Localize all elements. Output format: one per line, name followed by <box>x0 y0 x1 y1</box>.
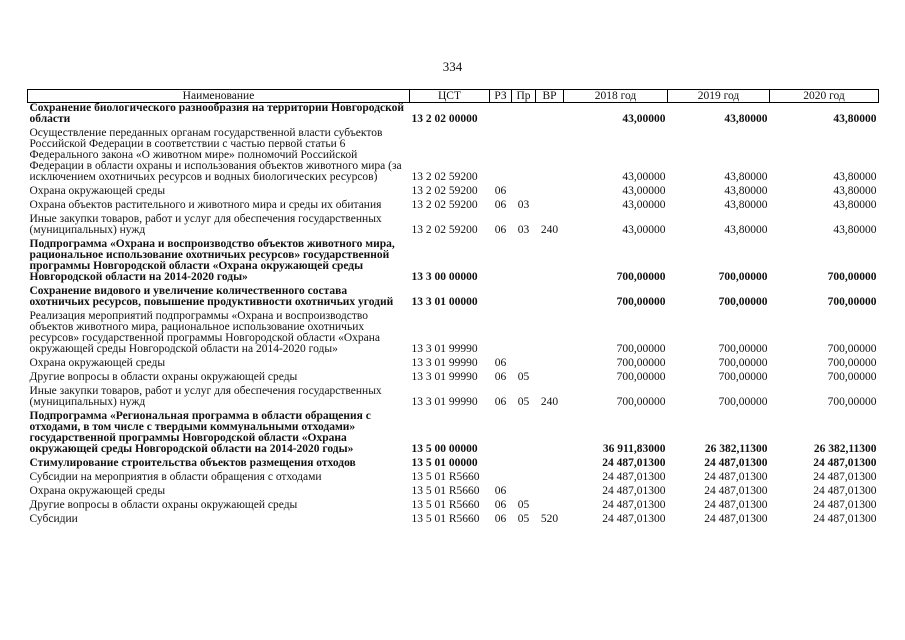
row-tsst: 13 2 02 59200 <box>411 185 478 197</box>
row-pr <box>512 236 536 283</box>
row-tsst: 13 5 01 R5660 <box>411 513 480 525</box>
row-tsst: 13 5 01 R5660 <box>411 471 480 483</box>
row-value-2018: 36 911,83000 <box>602 443 666 455</box>
row-rz: 06 <box>494 371 507 383</box>
row-pr <box>512 355 536 369</box>
row-value-2019: 43,80000 <box>724 171 768 183</box>
table-row <box>28 511 879 525</box>
row-value-2019: 24 487,01300 <box>704 499 768 511</box>
row-value-2019: 24 487,01300 <box>704 485 768 497</box>
row-value-2020: 700,00000 <box>827 396 877 408</box>
row-rz: 06 <box>494 199 507 211</box>
row-tsst: 13 3 01 00000 <box>411 296 478 308</box>
header-vr: ВР <box>536 90 564 103</box>
row-value-2020: 43,80000 <box>833 224 877 236</box>
row-rz <box>490 308 512 355</box>
table-row <box>28 103 879 126</box>
row-pr <box>512 125 536 183</box>
row-value-2018: 700,00000 <box>616 396 666 408</box>
row-tsst: 13 3 01 99990 <box>411 371 478 383</box>
row-pr: 03 <box>517 224 530 236</box>
row-value-2018: 43,00000 <box>622 224 666 236</box>
row-value-2020: 24 487,01300 <box>813 499 877 511</box>
row-rz <box>490 408 512 455</box>
table-row <box>28 183 879 197</box>
row-tsst: 13 3 01 99990 <box>411 357 478 369</box>
row-rz <box>490 236 512 283</box>
row-vr: 240 <box>540 224 559 236</box>
row-rz <box>490 125 512 183</box>
row-value-2020: 24 487,01300 <box>813 513 877 525</box>
row-rz: 06 <box>494 513 507 525</box>
table-row <box>28 369 879 383</box>
row-value-2019: 700,00000 <box>718 296 768 308</box>
row-pr <box>512 408 536 455</box>
header-tsst: ЦСТ <box>410 90 490 103</box>
table-row <box>28 236 879 283</box>
row-value-2020: 24 487,01300 <box>813 457 877 469</box>
row-vr <box>536 469 564 483</box>
table-row <box>28 455 879 469</box>
row-value-2019: 26 382,11300 <box>704 443 768 455</box>
row-value-2019: 700,00000 <box>718 271 768 283</box>
table-row <box>28 308 879 355</box>
row-name: Охрана объектов растительного и животного мира и среды их обитания <box>29 199 382 211</box>
row-rz: 06 <box>494 224 507 236</box>
row-vr: 520 <box>540 513 559 525</box>
row-vr <box>536 408 564 455</box>
row-value-2019: 700,00000 <box>718 357 768 369</box>
row-name: Иные закупки товаров, работ и услуг для обеспечения государственных (муниципальных) нужд <box>29 385 382 408</box>
table-row <box>28 408 879 455</box>
row-rz: 06 <box>494 357 507 369</box>
row-vr: 240 <box>540 396 559 408</box>
row-value-2018: 43,00000 <box>622 199 666 211</box>
row-rz: 06 <box>494 396 507 408</box>
row-pr: 05 <box>517 396 530 408</box>
row-rz <box>490 103 512 126</box>
row-vr <box>536 183 564 197</box>
row-name: Охрана окружающей среды <box>29 485 166 497</box>
row-pr: 05 <box>517 499 530 511</box>
row-vr <box>536 308 564 355</box>
row-vr <box>536 236 564 283</box>
row-tsst: 13 3 01 99990 <box>411 396 478 408</box>
row-pr <box>512 283 536 308</box>
row-name: Стимулирование строительства объектов размещения отходов <box>29 457 356 469</box>
row-name: Охрана окружающей среды <box>29 357 166 369</box>
row-value-2018: 700,00000 <box>616 357 666 369</box>
table-row <box>28 355 879 369</box>
table-row <box>28 283 879 308</box>
row-tsst: 13 3 00 00000 <box>411 271 478 283</box>
row-vr <box>536 103 564 126</box>
row-name: Другие вопросы в области охраны окружающей среды <box>29 499 298 511</box>
row-value-2018: 24 487,01300 <box>602 499 666 511</box>
row-rz <box>490 283 512 308</box>
table-body <box>28 103 879 526</box>
row-tsst: 13 5 01 R5660 <box>411 485 480 497</box>
row-value-2019: 43,80000 <box>724 224 768 236</box>
row-pr <box>512 308 536 355</box>
table-row <box>28 383 879 408</box>
row-vr <box>536 455 564 469</box>
header-2020: 2020 год <box>770 90 879 103</box>
row-pr: 03 <box>517 199 530 211</box>
row-value-2018: 700,00000 <box>616 271 666 283</box>
row-vr <box>536 125 564 183</box>
row-vr <box>536 497 564 511</box>
row-value-2020: 700,00000 <box>827 271 877 283</box>
row-value-2020: 43,80000 <box>833 171 877 183</box>
row-pr: 05 <box>517 371 530 383</box>
row-value-2019: 43,80000 <box>724 185 768 197</box>
row-value-2020: 24 487,01300 <box>813 485 877 497</box>
row-value-2020: 24 487,01300 <box>813 471 877 483</box>
row-tsst: 13 5 00 00000 <box>411 443 478 455</box>
row-pr <box>512 103 536 126</box>
row-value-2019: 700,00000 <box>718 343 768 355</box>
header-pr: Пр <box>512 90 536 103</box>
row-vr <box>536 355 564 369</box>
row-value-2020: 43,80000 <box>833 199 877 211</box>
row-pr <box>512 455 536 469</box>
row-value-2018: 700,00000 <box>616 343 666 355</box>
row-name: Подпрограмма «Региональная программа в области обращения с отходами, в том числе с твердыми коммунальными отходами» государственной программы Новгородской области «Охрана окружающей среды Новгородской области на 2014-2020 годы» <box>29 410 371 455</box>
row-tsst: 13 5 01 00000 <box>411 457 478 469</box>
row-rz: 06 <box>494 499 507 511</box>
row-value-2020: 43,80000 <box>833 185 877 197</box>
row-vr <box>536 369 564 383</box>
row-vr <box>536 197 564 211</box>
row-value-2020: 43,80000 <box>833 113 877 125</box>
row-value-2019: 700,00000 <box>718 371 768 383</box>
budget-table <box>27 89 879 525</box>
table-row <box>28 497 879 511</box>
header-2019: 2019 год <box>668 90 770 103</box>
row-value-2018: 43,00000 <box>622 113 666 125</box>
row-pr <box>512 183 536 197</box>
header-row <box>28 90 879 103</box>
row-pr: 05 <box>517 513 530 525</box>
row-name: Иные закупки товаров, работ и услуг для обеспечения государственных (муниципальных) нужд <box>29 213 382 236</box>
row-name: Осуществление переданных органам государственной власти субъектов Российской Федерации в соответствии с частью первой статьи 6 Федерального закона «О животном мире» полномочий Российской Федерации в области охраны и использования объектов животного мира (за исключением охотничьих ресурсов и водных биологических ресурсов) <box>29 127 402 183</box>
table-row <box>28 211 879 236</box>
table-row <box>28 197 879 211</box>
row-value-2020: 700,00000 <box>827 296 877 308</box>
row-value-2020: 700,00000 <box>827 371 877 383</box>
row-value-2018: 700,00000 <box>616 371 666 383</box>
row-value-2019: 24 487,01300 <box>704 457 768 469</box>
page-number: 334 <box>442 59 463 74</box>
row-rz <box>490 455 512 469</box>
row-name: Подпрограмма «Охрана и воспроизводство объектов животного мира, рациональное использование охотничьих ресурсов» государственной программы Новгородской области «Охрана окружающей среды Новгородской области на 2014-2020 годы» <box>29 238 395 283</box>
row-vr <box>536 483 564 497</box>
table-row <box>28 483 879 497</box>
row-value-2018: 700,00000 <box>616 296 666 308</box>
header-rz: РЗ <box>490 90 512 103</box>
row-name: Сохранение биологического разнообразия на территории Новгородской области <box>29 102 404 125</box>
row-value-2019: 700,00000 <box>718 396 768 408</box>
row-name: Субсидии <box>29 513 78 525</box>
row-tsst: 13 2 02 00000 <box>411 113 478 125</box>
row-value-2018: 43,00000 <box>622 185 666 197</box>
row-tsst: 13 2 02 59200 <box>411 224 478 236</box>
row-vr <box>536 283 564 308</box>
row-pr <box>512 483 536 497</box>
row-value-2019: 43,80000 <box>724 113 768 125</box>
row-name: Другие вопросы в области охраны окружающей среды <box>29 371 298 383</box>
row-name: Реализация мероприятий подпрограммы «Охрана и воспроизводство объектов животного мира, рациональное использование охотничьих ресурсов» государственной программы Новгородской области «Охрана окружающей среды Новгородской области на 2014-2020 годы» <box>29 310 381 355</box>
row-value-2018: 43,00000 <box>622 171 666 183</box>
row-rz: 06 <box>494 185 507 197</box>
row-tsst: 13 3 01 99990 <box>411 343 478 355</box>
header-name: Наименование <box>28 90 410 103</box>
row-tsst: 13 2 02 59200 <box>411 171 478 183</box>
header-2018: 2018 год <box>564 90 668 103</box>
row-value-2018: 24 487,01300 <box>602 513 666 525</box>
row-name: Охрана окружающей среды <box>29 185 166 197</box>
table-row <box>28 469 879 483</box>
row-rz: 06 <box>494 485 507 497</box>
row-value-2019: 24 487,01300 <box>704 513 768 525</box>
row-value-2020: 26 382,11300 <box>813 443 877 455</box>
row-pr <box>512 469 536 483</box>
row-value-2019: 43,80000 <box>724 199 768 211</box>
row-tsst: 13 2 02 59200 <box>411 199 478 211</box>
row-value-2020: 700,00000 <box>827 343 877 355</box>
row-value-2018: 24 487,01300 <box>602 457 666 469</box>
row-value-2018: 24 487,01300 <box>602 471 666 483</box>
row-tsst: 13 5 01 R5660 <box>411 499 480 511</box>
row-value-2018: 24 487,01300 <box>602 485 666 497</box>
row-name: Субсидии на мероприятия в области обращения с отходами <box>29 471 322 483</box>
row-value-2019: 24 487,01300 <box>704 471 768 483</box>
row-name: Сохранение видового и увеличение количественного состава охотничьих ресурсов, повышение продуктивности охотничьих угодий <box>29 285 394 308</box>
table-row <box>28 125 879 183</box>
row-value-2020: 700,00000 <box>827 357 877 369</box>
row-rz <box>490 469 512 483</box>
